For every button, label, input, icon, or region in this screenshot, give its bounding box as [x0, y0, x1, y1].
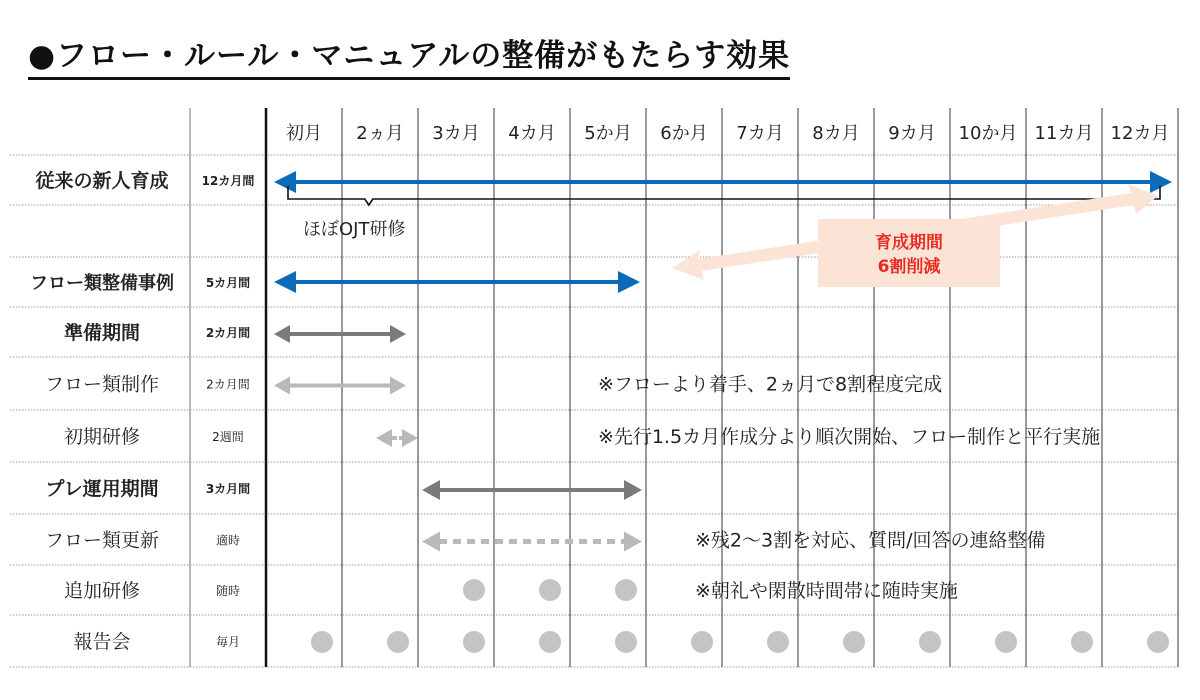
traditional-training-arrow-right-head: [1150, 171, 1172, 193]
report-meeting-dot: [311, 631, 333, 653]
month-header: 7カ月: [736, 123, 784, 144]
row-label: フロー類整備事例: [30, 273, 174, 294]
row-label: 準備期間: [63, 322, 141, 344]
report-meeting-dot: [919, 631, 941, 653]
month-header: 8カ月: [812, 123, 860, 144]
row-duration: 12カ月間: [201, 174, 255, 188]
report-meeting-dot: [1147, 631, 1169, 653]
row-duration: 3カ月間: [205, 482, 251, 496]
month-header: 5か月: [584, 123, 632, 144]
row-duration: 2週間: [212, 430, 244, 444]
month-header: 3カ月: [432, 123, 480, 144]
month-header: 9カ月: [888, 123, 936, 144]
month-header: 10か月: [958, 123, 1018, 144]
row-label: フロー類更新: [44, 529, 160, 552]
pre-operation-arrow-right-head: [624, 480, 642, 500]
initial-training-arrow-right-head: [402, 429, 418, 447]
initial-training-arrow-left-head: [376, 429, 392, 447]
flow-update-arrow: [422, 532, 642, 552]
flow-example-arrow-right-head: [618, 271, 640, 293]
preparation-arrow: [274, 325, 406, 343]
flow-update-arrow-right-head: [624, 532, 642, 552]
row-duration: 随時: [215, 584, 241, 598]
flow-example-arrow: [274, 271, 640, 293]
flow-update-arrow-left-head: [422, 532, 440, 552]
row-duration: 適時: [215, 533, 241, 548]
ojt-label: ほぼOJT研修: [303, 219, 406, 240]
month-header: 6か月: [660, 123, 708, 144]
flow-example-arrow-left-head: [274, 271, 296, 293]
report-meeting-dot: [767, 631, 789, 653]
additional-training-dot: [615, 579, 637, 601]
pre-operation-arrow-left-head: [422, 480, 440, 500]
report-meeting-dot: [1071, 631, 1093, 653]
additional-training-dot: [463, 579, 485, 601]
row-label: 従来の新人育成: [35, 170, 169, 192]
report-meeting-dot: [995, 631, 1017, 653]
traditional-training-arrow: [274, 171, 1172, 193]
month-header: 2ヵ月: [356, 123, 404, 144]
row-duration: 5カ月間: [205, 276, 251, 290]
note-additional-training: ※朝礼や閑散時間帯に随時実施: [695, 580, 958, 602]
reduction-line1: 育成期間: [875, 233, 943, 253]
row-duration: 毎月: [215, 635, 241, 649]
row-label: プレ運用期間: [45, 478, 159, 500]
row-label: 追加研修: [63, 580, 141, 602]
additional-training-dot: [539, 579, 561, 601]
preparation-arrow-right-head: [390, 325, 406, 343]
page-title: ●フロー・ルール・マニュアルの整備がもたらす効果: [28, 36, 790, 80]
report-meeting-dot: [843, 631, 865, 653]
report-meeting-dot: [387, 631, 409, 653]
month-header: 11カ月: [1034, 123, 1094, 144]
preparation-arrow-left-head: [274, 325, 290, 343]
ojt-brace: [288, 186, 1160, 205]
note-flow-update: ※残2〜3割を対応、質問/回答の連絡整備: [695, 529, 1046, 552]
month-header: 初月: [286, 123, 322, 144]
traditional-training-arrow-left-head: [274, 171, 296, 193]
report-meeting-dot: [539, 631, 561, 653]
flow-production-arrow: [274, 377, 406, 395]
month-header: 4カ月: [508, 123, 556, 144]
note-initial-training: ※先行1.5カ月作成分より順次開始、フロー制作と平行実施: [598, 426, 1101, 448]
reduction-line2: 6割削減: [877, 257, 941, 277]
month-header: 12カ月: [1110, 123, 1170, 144]
report-meeting-dot: [691, 631, 713, 653]
row-label: 初期研修: [63, 426, 141, 448]
row-duration: 2カ月間: [206, 377, 250, 392]
row-label: 報告会: [73, 631, 131, 653]
note-flow-production: ※フローより着手、2ヵ月で8割程度完成: [598, 373, 943, 396]
row-duration: 2カ月間: [205, 326, 251, 340]
report-meeting-dot: [615, 631, 637, 653]
flow-production-arrow-right-head: [390, 377, 406, 395]
row-label: フロー類制作: [44, 373, 160, 396]
flow-production-arrow-left-head: [274, 377, 290, 395]
pre-operation-arrow: [422, 480, 642, 500]
report-meeting-dot: [463, 631, 485, 653]
